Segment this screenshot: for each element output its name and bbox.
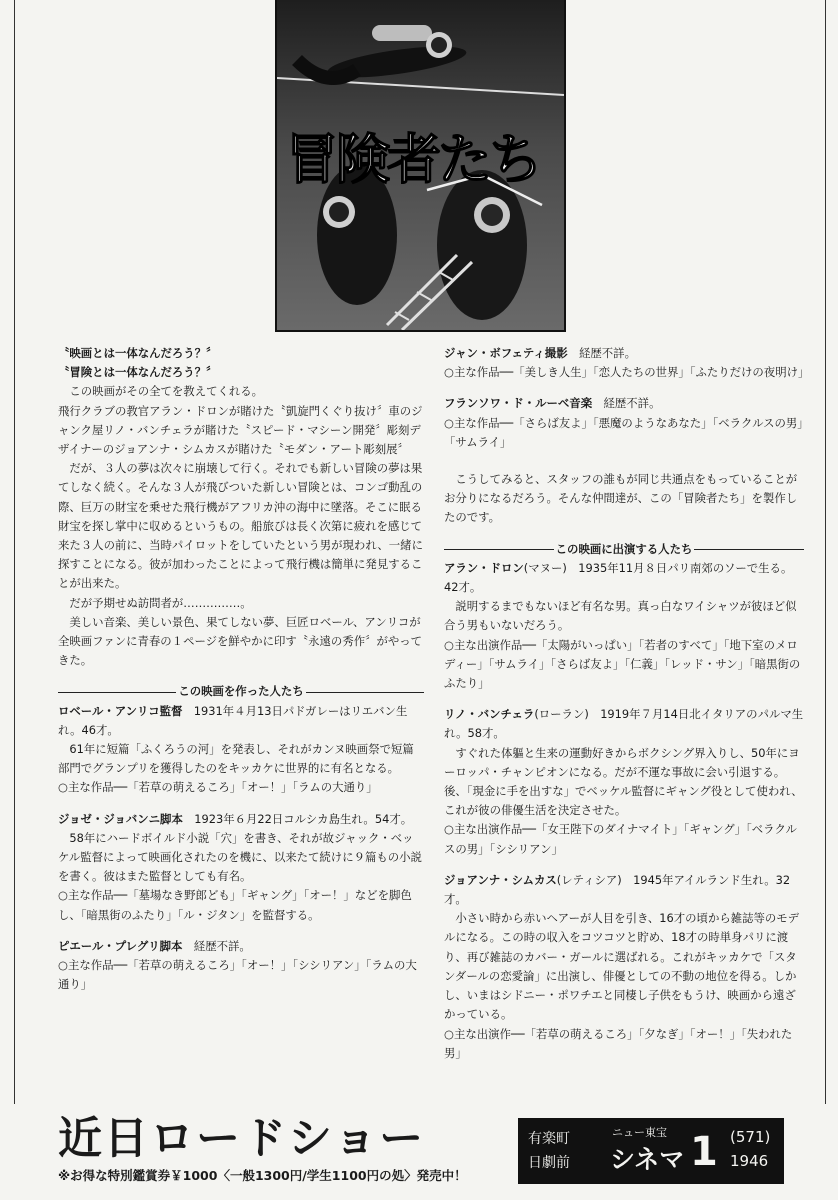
- synopsis-4: 美しい音楽、美しい景色、果てしない夢、巨匠ロベール、アンリコが全映画ファンに青春の１ページを鮮やかに印す〝永遠の秀作〞がやってきた。: [58, 614, 423, 668]
- person-works: ○主な作品──「美しき人生」「恋人たちの世界」「ふたりだけの夜明け」: [444, 365, 810, 380]
- person-bio: 1931年４月13日パドガレーはリエバン生れ。46才。: [58, 703, 408, 737]
- person-name: ジョアンナ・シムカス: [444, 872, 557, 887]
- synopsis-1: 飛行クラブの教官アラン・ドロンが賭けた〝凱旋門くぐり抜け〞車のジャンク屋リノ・バンチェラが賭けた〝スピード・マシーン開発〞彫刻デザイナーのジョアンナ・シムカスが賭けた〝モダン・アート彫刻展〞: [58, 403, 423, 457]
- synopsis-3: だが予期せぬ訪問者が……………。: [69, 595, 252, 610]
- spacer: [58, 670, 424, 682]
- theater-location-1: 有楽町: [528, 1131, 570, 1147]
- deroubaix-entry: [444, 394, 804, 413]
- ticket-info: ※お得な特別鑑賞券￥1000〈一般1300円/学生1100円の処〉発売中！: [58, 1168, 467, 1183]
- person-text: 61年に短篇「ふくろうの河」を発表し、それがカンヌ映画祭で短篇部門でグランプリを獲得したのをキッカケに世界的に有名となる。: [58, 742, 414, 776]
- section-rule: [694, 549, 804, 550]
- ventura-entry: [444, 705, 804, 743]
- footer: [0, 1104, 838, 1200]
- tagline-2: 〝冒険とは一体なんだろう？〞: [58, 365, 218, 380]
- person-bio: 1935年11月８日パリ南郊のソーで生る。42才。: [444, 560, 793, 595]
- boffety-entry: [444, 344, 804, 363]
- person-bio: 経歴不詳。: [579, 346, 636, 360]
- spacer: [444, 382, 804, 394]
- person-works: ○主な作品──「墓場なき野郎ども」「ギャング」「オー！」などを脚色し、「暗黒街のふたり」「ル・ジタン」を監督する。: [58, 888, 412, 922]
- giovanni-entry: [58, 810, 424, 829]
- tagline-1: 〝映画とは一体なんだろう？〞: [58, 346, 218, 360]
- person-name: ジャン・ボフェティ撮影: [444, 346, 568, 360]
- person-text: すぐれた体軀と生来の運動好きからボクシング界入りし、50年にヨーロッパ・チャンピオンになる。だが不運な事故に会い引退する。後、「現金に手を出すな」でベッケル監督にギャング役として使われ、これが彼の俳優生活を決定させた。: [444, 745, 803, 818]
- person-works: ○主な作品──「若草の萌えるころ」「オー！」「シシリアン」「ラムの大通り」: [58, 958, 417, 992]
- section-title: この映画を作った人たち: [178, 684, 304, 699]
- person-bio: 1919年７月14日北イタリアのパルマ生れ。58才。: [444, 707, 804, 741]
- section-rule: [306, 692, 424, 693]
- staff-section-header: [58, 682, 424, 701]
- right-column: [444, 344, 810, 1063]
- cast-section-header: [444, 540, 804, 559]
- spacer: [444, 693, 804, 705]
- person-role: (マヌー): [523, 560, 567, 575]
- roadshow-heading: 近日ロードショー: [58, 1113, 426, 1164]
- spacer: [444, 452, 804, 470]
- person-name: ピエール・プレグリ脚本: [58, 938, 183, 953]
- left-column: [58, 344, 424, 995]
- section-title: この映画に出演する人たち: [555, 541, 693, 556]
- person-text: 小さい時から赤いヘアーが人目を引き、16才の頃から雑誌等のモデルになる。この時の収入をコツコツと貯め、18才の時単身パリに渡り、再び雑誌のカバー・ガールに選ばれる。これがキッカケで「スタンダールの恋愛論」に出演し、俳優としての不動の地位を得る。しかし、いまはシドニー・ポワチエと同棲し子供をもうけ、映画から遠ざかっている。: [444, 911, 800, 1022]
- person-works: ○主な出演作──「若草の萌えるころ」「夕なぎ」「オー！」「失われた男」: [444, 1026, 793, 1060]
- synopsis-2: だが、３人の夢は次々に崩壊して行く。それでも新しい冒険の夢は果てしなく続く。そんな３人が飛びついた新しい冒険とは、コンゴ動乱の際、巨万の財宝を乗せた飛行機がアフリカ沖の海中に墜落。そこに眠る財宝を探し掌中に収めるというもの。船旅びは長く次第に疲れを感じて来た３人の前に、当時パイロットをしていたという男が現われ、一緒に探すことになる。彼が加わったことによって飛行機は簡単に発見することが出来た。: [58, 461, 423, 591]
- person-bio: 1945年アイルランド生れ。32才。: [444, 872, 791, 907]
- poster-photo: [277, 0, 564, 330]
- person-works: ○主な出演作品──「太陽がいっぱい」「若者のすべて」「地下室のメロディー」「サムライ」「さらば友よ」「仁義」「レッド・サン」「暗黒街のふたり」: [444, 637, 801, 691]
- shimkus-entry: [444, 871, 804, 909]
- person-name: リノ・バンチェラ: [444, 707, 535, 722]
- person-role: (レティシア): [556, 872, 622, 887]
- section-rule: [58, 692, 176, 693]
- person-name: アラン・ドロン: [444, 560, 524, 575]
- theater-number: 1: [690, 1129, 718, 1175]
- person-bio: 1923年６月22日コルシカ島生れ。54才。: [194, 811, 413, 826]
- person-role: (ローラン): [534, 707, 589, 722]
- intro-text: この映画がその全てを教えてくれる。: [69, 384, 264, 399]
- theater-location-2: 日劇前: [528, 1155, 570, 1171]
- spacer: [444, 859, 804, 871]
- person-name: ロベール・アンリコ監督: [58, 703, 183, 718]
- movie-poster: [275, 0, 566, 332]
- theater-name: シネマ: [610, 1145, 685, 1174]
- spacer: [58, 925, 424, 937]
- spacer: [58, 798, 424, 810]
- person-text: 58年にハードボイルド小説「穴」を書き、それが故ジャック・ベッケル監督によって映画化されたのを機に、以来たて続けに９篇もの小説を書く。彼はまた監督としても有名。: [58, 830, 422, 884]
- person-works: ○主な出演作品──「女王陛下のダイナマイト」「ギャング」「ベラクルスの男」「シシリアン」: [444, 822, 797, 856]
- theater-brand: ニュー東宝: [612, 1126, 667, 1139]
- person-works: ○主な作品──「さらば友よ」「悪魔のようなあなた」「ベラクルスの男」「サムライ」: [444, 415, 803, 449]
- person-text: 説明するまでもないほど有名な男。真っ白なワイシャツが彼ほど似合う男もいないだろう。: [444, 599, 797, 633]
- theater-block: [518, 1118, 784, 1184]
- person-bio: 経歴不詳。: [193, 938, 251, 953]
- pelegri-entry: [58, 937, 424, 956]
- section-rule: [444, 549, 554, 550]
- person-name: フランソワ・ド・ルーベ音楽: [444, 396, 593, 411]
- staff-summary: こうしてみると、スタッフの誰もが同じ共通点をもっていることがお分りになるだろう。そんな仲間達が、この「冒険者たち」を製作したのです。: [444, 472, 798, 525]
- delon-entry: [444, 559, 804, 597]
- poster-title: 冒険者たち: [285, 128, 540, 191]
- person-bio: 経歴不詳。: [603, 396, 661, 411]
- spacer: [444, 528, 804, 540]
- catalog-code: (571): [730, 1128, 771, 1146]
- person-works: ○主な作品──「若草の萌えるころ」「オー！」「ラムの大通り」: [58, 780, 378, 795]
- person-name: ジョゼ・ジョバンニ脚本: [58, 811, 183, 826]
- enrico-entry: [58, 702, 424, 740]
- catalog-year: 1946: [730, 1152, 769, 1170]
